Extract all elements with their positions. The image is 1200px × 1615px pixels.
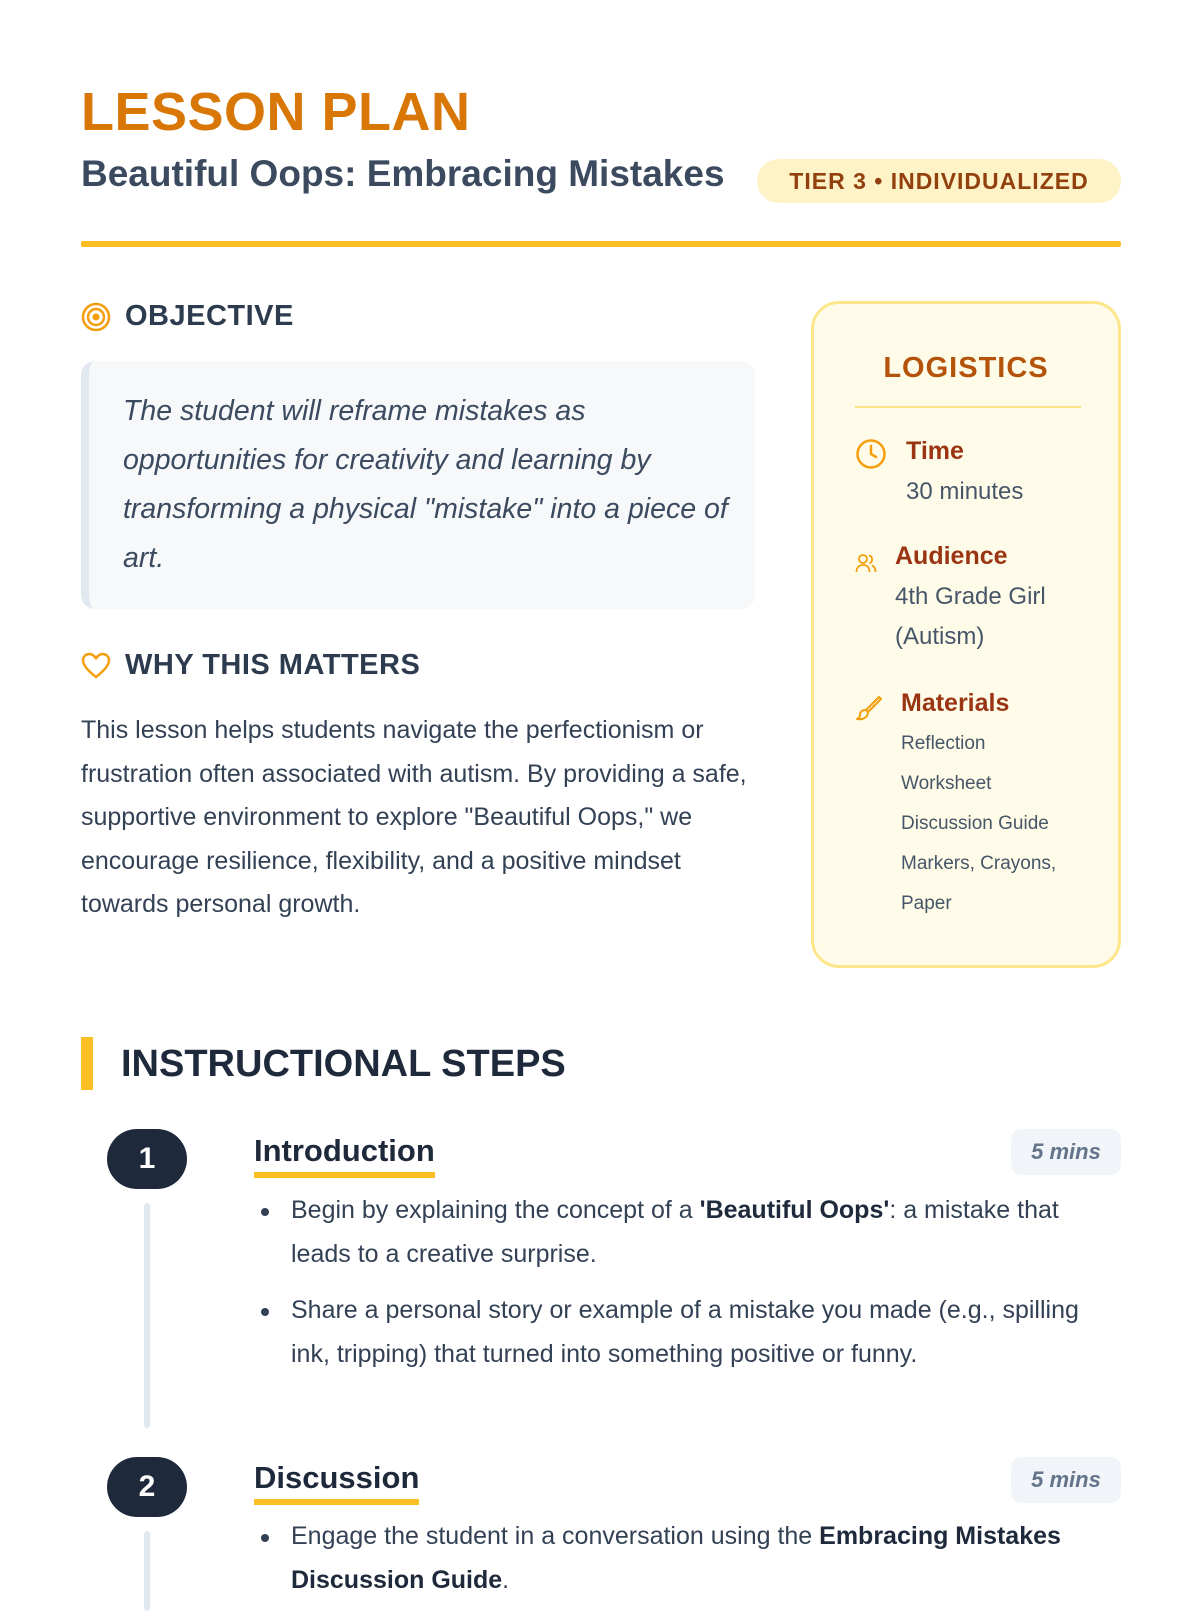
step-title: Discussion	[254, 1459, 419, 1505]
why-heading	[81, 649, 420, 682]
step-number-badge: 2	[107, 1457, 187, 1517]
logistics-card	[811, 301, 1121, 968]
step-connector	[144, 1203, 150, 1428]
step-duration-badge: 5 mins	[1011, 1129, 1121, 1175]
why-text: This lesson helps students navigate the perfectionism or frustration often associated with autism. By providing a safe, supportive environment to explore "Beautiful Oops," we encourage resilience, flexibility, and a positive mindset towards personal growth.	[81, 716, 747, 918]
time-label: Time	[906, 437, 964, 465]
steps-accent-bar	[81, 1037, 93, 1090]
steps-heading: INSTRUCTIONAL STEPS	[121, 1043, 566, 1085]
logistics-divider	[855, 406, 1081, 408]
logistics-time	[906, 437, 1023, 512]
materials-item: Reflection Worksheet	[901, 733, 992, 794]
header-divider	[81, 241, 1121, 247]
logistics-audience	[895, 542, 1085, 657]
objective-heading	[81, 300, 294, 333]
step-bullet: Share a personal story or example of a mistake you made (e.g., spilling ink, tripping) that turned into something positive or funny.	[257, 1289, 1107, 1376]
step-duration-badge: 5 mins	[1011, 1457, 1121, 1503]
materials-label: Materials	[901, 689, 1010, 717]
step-number-badge: 1	[107, 1129, 187, 1189]
users-icon	[855, 552, 877, 579]
heart-icon	[81, 651, 111, 681]
clock-icon	[855, 438, 887, 475]
paintbrush-icon	[855, 694, 883, 727]
step-bullets	[257, 1515, 1107, 1615]
tier-badge: TIER 3 • INDIVIDUALIZED	[757, 159, 1121, 203]
step-bullets	[257, 1189, 1107, 1389]
target-icon	[81, 302, 111, 332]
logistics-title: LOGISTICS	[883, 352, 1049, 384]
step-connector	[144, 1531, 150, 1611]
materials-item: Discussion Guide	[901, 813, 1049, 834]
audience-value: 4th Grade Girl (Autism)	[895, 583, 1046, 650]
time-value: 30 minutes	[906, 478, 1024, 505]
step-bullet: Engage the student in a conversation using the Embracing Mistakes Discussion Guide.	[257, 1515, 1107, 1602]
lesson-subtitle: Beautiful Oops: Embracing Mistakes	[81, 153, 725, 194]
objective-text: The student will reframe mistakes as opportunities for creativity and learning by transforming a physical "mistake" into a piece of art.	[123, 395, 728, 574]
objective-heading-label: OBJECTIVE	[125, 300, 294, 332]
why-heading-label: WHY THIS MATTERS	[125, 649, 421, 681]
audience-label: Audience	[895, 542, 1008, 570]
materials-list	[901, 724, 1081, 924]
objective-callout	[81, 361, 755, 609]
step-title: Introduction	[254, 1132, 435, 1178]
materials-item: Markers, Crayons, Paper	[901, 853, 1057, 914]
step-bullet: Begin by explaining the concept of a 'Beautiful Oops': a mistake that leads to a creative surprise.	[257, 1189, 1107, 1276]
page-title: LESSON PLAN	[81, 82, 471, 142]
logistics-materials	[901, 689, 1081, 924]
